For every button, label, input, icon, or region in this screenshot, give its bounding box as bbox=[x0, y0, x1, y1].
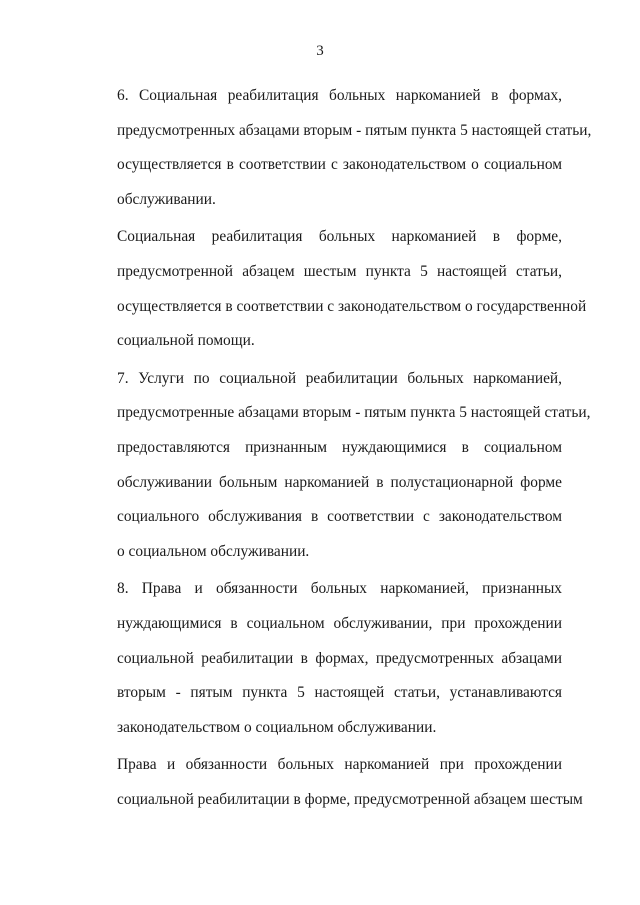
text-line: 8. Права и обязанности больных наркоманией, признанных bbox=[117, 580, 562, 598]
text-line: Социальная реабилитация больных наркоманией в форме, bbox=[117, 228, 562, 246]
paragraph-6 bbox=[79, 79, 592, 217]
paragraph-8-continued bbox=[79, 748, 583, 817]
text-line: Права и обязанности больных наркоманией при прохождении bbox=[117, 756, 562, 774]
text-line: нуждающимися в социальном обслуживании, при прохождении bbox=[117, 614, 562, 632]
text-line: социальной реабилитации в форме, предусмотренной абзацем шестым bbox=[117, 790, 583, 808]
text-line: 7. Услуги по социальной реабилитации больных наркоманией, bbox=[117, 369, 562, 387]
text-line: осуществляется в соответствии с законодательством о государственной bbox=[117, 297, 587, 315]
text-line: осуществляется в соответствии с законодательством о социальном bbox=[117, 156, 562, 174]
text-line: предусмотренные абзацами вторым - пятым пункта 5 настоящей статьи, bbox=[117, 404, 591, 422]
text-line: социального обслуживания в соответствии с законодательством bbox=[117, 508, 562, 526]
text-line: законодательством о социальном обслуживании. bbox=[117, 718, 437, 736]
text-line: социальной помощи. bbox=[117, 332, 255, 350]
paragraph-8 bbox=[79, 572, 562, 745]
text-line: обслуживании. bbox=[117, 190, 216, 208]
text-line: социальной реабилитации в формах, предусмотренных абзацами bbox=[117, 649, 562, 667]
text-line: 6. Социальная реабилитация больных наркоманией в формах, bbox=[117, 87, 562, 104]
text-line: предусмотренной абзацем шестым пункта 5 настоящей статьи, bbox=[117, 262, 562, 280]
text-line: предоставляются признанным нуждающимися в социальном bbox=[117, 438, 562, 456]
text-line: обслуживании больным наркоманией в полустационарной форме bbox=[117, 473, 562, 491]
text-line: вторым - пятым пункта 5 настоящей статьи, устанавливаются bbox=[117, 684, 562, 702]
document-body bbox=[79, 79, 592, 817]
paragraph-7 bbox=[79, 362, 591, 570]
page-number: 3 bbox=[316, 43, 324, 59]
text-line: о социальном обслуживании. bbox=[117, 542, 310, 560]
paragraph-6-continued bbox=[79, 220, 587, 358]
text-line: предусмотренных абзацами вторым - пятым пункта 5 настоящей статьи, bbox=[117, 121, 592, 139]
